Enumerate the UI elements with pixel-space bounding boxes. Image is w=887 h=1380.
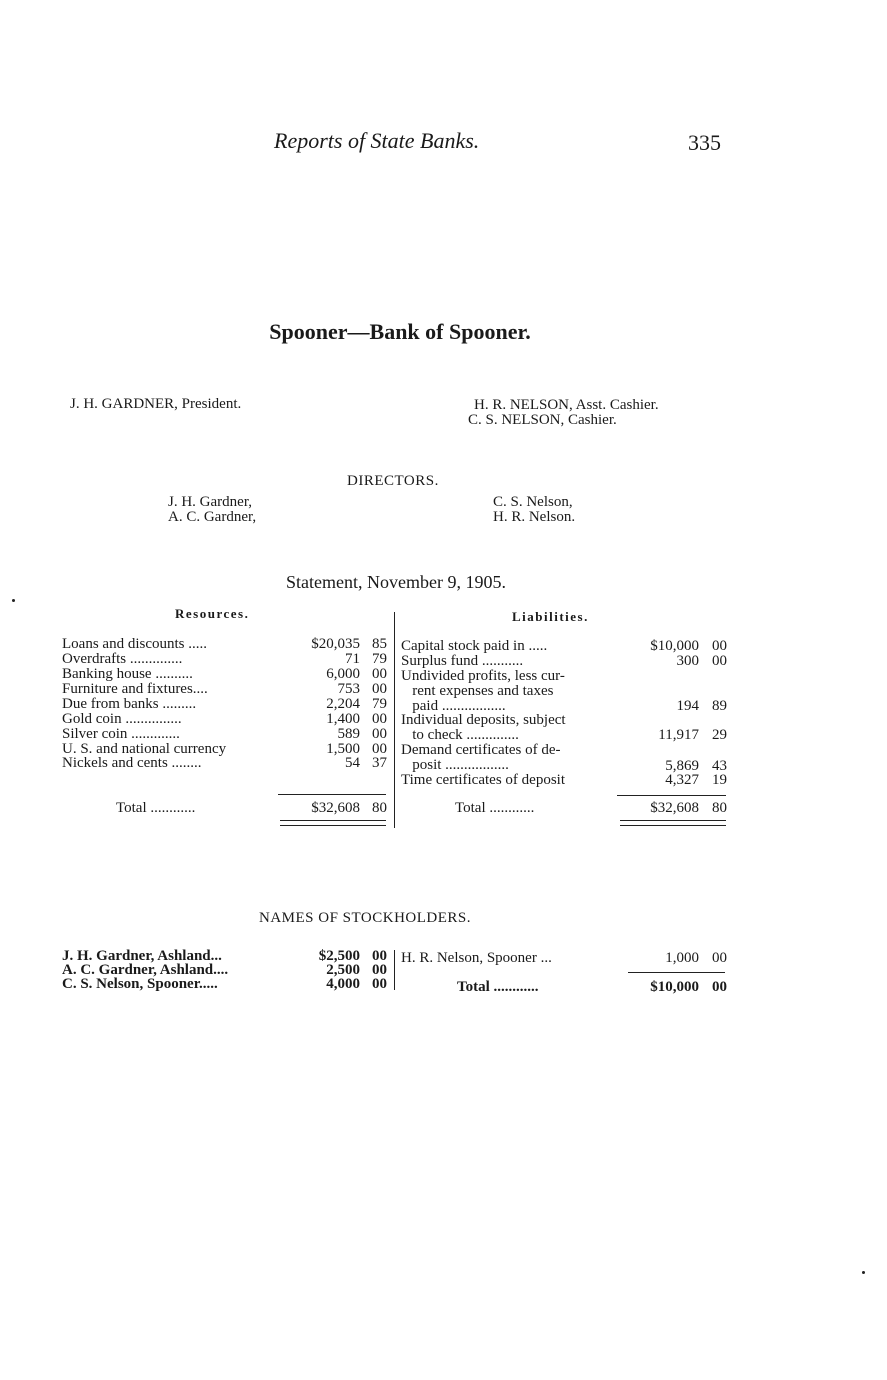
stockholder-cents: 00 [712,950,727,966]
liability-label-cont: rent expenses and taxes [401,683,554,699]
resource-dollars: 54 [345,755,360,771]
resource-label: Nickels and cents ........ [62,755,202,771]
liability-dollars: 4,327 [665,772,699,788]
liability-label: Surplus fund ........... [401,653,524,669]
liabilities-total-label: Total ............ [455,800,535,816]
liability-cents: 89 [712,698,727,714]
page-number: 335 [688,130,721,155]
resources-sum-rule [278,794,386,795]
resource-cents: 00 [372,666,387,682]
stockholders-total-dollars: $10,000 [650,979,699,995]
resource-dollars: 1,500 [326,741,360,757]
resource-label: U. S. and national currency [62,741,227,757]
liability-cents: 00 [712,638,727,654]
resources-total-cents: 80 [372,800,387,816]
resources-total-label: Total ............ [116,800,196,816]
liability-label: Individual deposits, subject [401,712,566,728]
resource-cents: 37 [372,755,387,771]
liability-label-cont: paid ................. [401,698,506,714]
resource-cents: 00 [372,741,387,757]
resource-cents: 79 [372,651,387,667]
liability-label: Capital stock paid in ..... [401,638,548,654]
resource-cents: 00 [372,681,387,697]
cashier: C. S. NELSON, Cashier. [468,412,617,428]
resource-label: Due from banks ......... [62,696,197,712]
resource-label: Furniture and fixtures.... [62,681,208,697]
liability-label: Undivided profits, less cur- [401,668,565,684]
liability-label: Demand certificates of de- [401,742,561,758]
stockholders-total-cents: 00 [712,979,727,995]
scan-speck [12,599,15,602]
resource-dollars: 71 [345,651,360,667]
liabilities-heading: Liabilities. [512,609,589,624]
resource-label: Gold coin ............... [62,711,182,727]
resource-dollars: 2,204 [326,696,360,712]
liabilities-total-double-rule [620,820,726,826]
stockholders-total-label: Total ............ [457,979,539,995]
director-right-1: C. S. Nelson, [493,494,573,510]
liabilities-sum-rule [617,795,726,796]
statement-column-divider [394,612,395,828]
president: J. H. GARDNER, President. [70,396,242,412]
stockholder-dollars: 4,000 [326,976,360,992]
resource-cents: 00 [372,711,387,727]
stockholder-dollars: 2,500 [326,962,360,978]
liability-label: Time certificates of deposit [401,772,565,788]
stockholders-sum-rule [628,972,725,973]
liability-dollars: 11,917 [658,727,699,743]
resource-label: Banking house .......... [62,666,193,682]
liability-cents: 19 [712,772,727,788]
liability-cents: 29 [712,727,727,743]
stockholders-heading: NAMES OF STOCKHOLDERS. [259,910,472,926]
liability-dollars: 5,869 [665,758,699,774]
asst-cashier: H. R. NELSON, Asst. Cashier. [474,397,659,413]
statement-title: Statement, November 9, 1905. [286,572,506,592]
stockholder-cents: 00 [372,962,387,978]
resources-total-dollars: $32,608 [311,800,360,816]
stockholder-name: H. R. Nelson, Spooner ... [401,950,552,966]
resource-label: Silver coin ............. [62,726,180,742]
resource-dollars: 6,000 [326,666,360,682]
bank-title: Spooner—Bank of Spooner. [269,319,531,344]
liability-dollars: 300 [676,653,699,669]
liability-label-cont: to check .............. [401,727,519,743]
resource-dollars: $20,035 [311,636,360,652]
resource-cents: 79 [372,696,387,712]
resource-cents: 00 [372,726,387,742]
running-header-title: Reports of State Banks. [274,128,480,153]
directors-heading: DIRECTORS. [347,473,439,489]
liability-cents: 43 [712,758,727,774]
resource-label: Loans and discounts ..... [62,636,207,652]
director-left-2: A. C. Gardner, [168,509,257,525]
director-left-1: J. H. Gardner, [168,494,252,510]
liability-dollars: $10,000 [650,638,699,654]
resource-cents: 85 [372,636,387,652]
stockholder-dollars: $2,500 [318,948,360,964]
resource-dollars: 753 [337,681,360,697]
stockholders-column-divider [394,950,395,990]
liabilities-total-dollars: $32,608 [650,800,699,816]
stockholder-name: C. S. Nelson, Spooner..... [62,976,218,992]
stockholder-name: J. H. Gardner, Ashland... [62,948,222,964]
resource-label: Overdrafts .............. [62,651,183,667]
liability-cents: 00 [712,653,727,669]
resources-heading: Resources. [175,606,250,621]
resource-dollars: 1,400 [326,711,360,727]
scan-speck [862,1271,865,1274]
resource-dollars: 589 [337,726,360,742]
resources-total-double-rule [280,820,386,826]
stockholder-cents: 00 [372,948,387,964]
liability-label-cont: posit ................. [401,757,509,773]
stockholder-cents: 00 [372,976,387,992]
director-right-2: H. R. Nelson. [493,509,576,525]
liabilities-total-cents: 80 [712,800,727,816]
stockholder-name: A. C. Gardner, Ashland.... [62,962,229,978]
liability-dollars: 194 [676,698,699,714]
stockholder-dollars: 1,000 [665,950,699,966]
